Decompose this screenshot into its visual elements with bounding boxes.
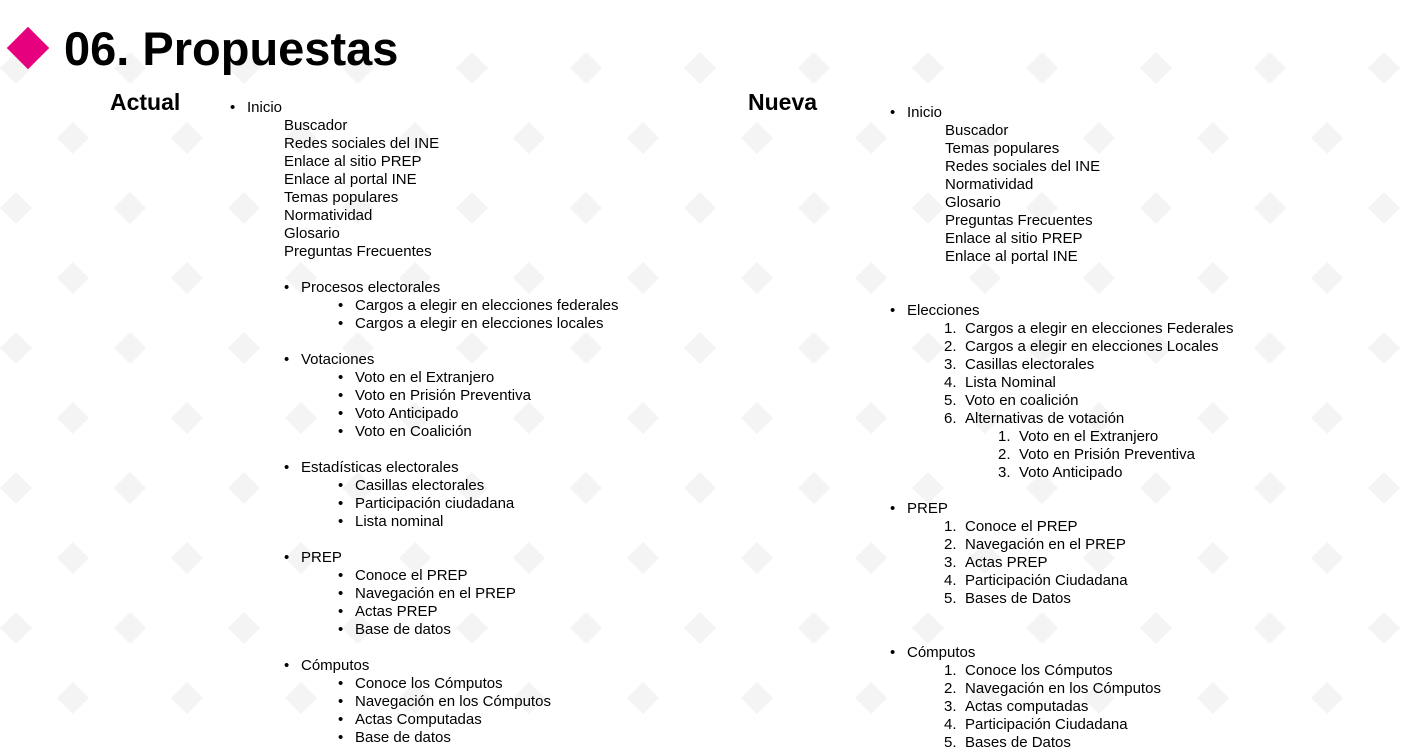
actual-inicio-item: Temas populares <box>284 189 399 206</box>
actual-section-item: • Participación ciudadana <box>355 495 514 513</box>
nueva-prep-item: 1. Conoce el PREP <box>944 518 1078 535</box>
nueva-inicio-item: Normatividad <box>945 176 1034 193</box>
list-number: 3. <box>944 356 957 373</box>
actual-section-label: • Procesos electorales <box>301 279 440 297</box>
nueva-computos-item: 3. Actas computadas <box>944 698 1089 715</box>
list-number: 4. <box>944 374 957 391</box>
nueva-elecciones-item: 4. Lista Nominal <box>944 374 1056 391</box>
nueva-column-label: Nueva <box>748 89 818 115</box>
actual-section-item: • Voto en Coalición <box>355 423 472 441</box>
actual-inicio-item: Preguntas Frecuentes <box>284 243 432 260</box>
list-number: 4. <box>944 572 957 589</box>
nueva-elecciones-subitem: 1. Voto en el Extranjero <box>998 428 1159 445</box>
actual-section-item: • Actas Computadas <box>355 711 482 729</box>
nueva-prep: • PREP <box>907 500 948 518</box>
actual-section-item: • Casillas electorales <box>355 477 484 495</box>
actual-section-item: • Voto en el Extranjero <box>355 369 494 387</box>
list-number: 1. <box>998 428 1011 445</box>
list-number: 5. <box>944 392 957 409</box>
actual-section-item: • Cargos a elegir en elecciones federales <box>355 297 619 315</box>
actual-section-label: • Estadísticas electorales <box>301 459 459 477</box>
list-number: 1. <box>944 320 957 337</box>
actual-section-item: • Conoce el PREP <box>355 567 468 585</box>
actual-inicio-item: Buscador <box>284 117 348 134</box>
nueva-inicio-item: Redes sociales del INE <box>945 158 1101 175</box>
actual-section-label: • Cómputos <box>301 657 369 675</box>
nueva-elecciones-subitem: 2. Voto en Prisión Preventiva <box>998 446 1195 463</box>
nueva-elecciones-item: 3. Casillas electorales <box>944 356 1095 373</box>
nueva-inicio-item: Preguntas Frecuentes <box>945 212 1093 229</box>
list-number: 5. <box>944 734 957 751</box>
actual-inicio: • Inicio <box>247 99 282 117</box>
actual-section-item: • Base de datos <box>355 621 451 639</box>
actual-section-item: • Lista nominal <box>355 513 443 531</box>
nueva-inicio-item: Buscador <box>945 122 1009 139</box>
actual-section-item: • Navegación en los Cómputos <box>355 693 551 711</box>
nueva-computos-item: 5. Bases de Datos <box>944 734 1071 751</box>
list-number: 1. <box>944 662 957 679</box>
list-number: 6. <box>944 410 957 427</box>
nueva-elecciones-subitem: 3. Voto Anticipado <box>998 464 1123 481</box>
list-number: 3. <box>944 698 957 715</box>
actual-inicio-item: Enlace al portal INE <box>284 171 417 188</box>
nueva-inicio-item: Enlace al sitio PREP <box>945 230 1083 247</box>
nueva-inicio: • Inicio <box>907 104 942 122</box>
actual-inicio-item: Enlace al sitio PREP <box>284 153 422 170</box>
nueva-prep-item: 5. Bases de Datos <box>944 590 1071 607</box>
list-number: 2. <box>998 446 1011 463</box>
list-number: 5. <box>944 590 957 607</box>
nueva-computos-item: 2. Navegación en los Cómputos <box>944 680 1161 697</box>
actual-section-item: • Actas PREP <box>355 603 438 621</box>
list-number: 3. <box>998 464 1011 481</box>
nueva-prep-item: 4. Participación Ciudadana <box>944 572 1128 589</box>
actual-inicio-item: Redes sociales del INE <box>284 135 440 152</box>
slide-title: 06. Propuestas <box>64 22 399 75</box>
actual-inicio-item: Glosario <box>284 225 340 242</box>
nueva-computos: • Cómputos <box>907 644 975 662</box>
nueva-elecciones-item: 6. Alternativas de votación <box>944 410 1125 427</box>
list-number: 4. <box>944 716 957 733</box>
actual-section-item: • Conoce los Cómputos <box>355 675 503 693</box>
pink-diamond-icon <box>7 27 49 69</box>
nueva-elecciones-item: 1. Cargos a elegir en elecciones Federales <box>944 320 1234 337</box>
nueva-inicio-item: Enlace al portal INE <box>945 248 1078 265</box>
list-number: 2. <box>944 680 957 697</box>
actual-column-label: Actual <box>110 89 181 115</box>
list-number: 2. <box>944 338 957 355</box>
list-number: 2. <box>944 536 957 553</box>
nueva-elecciones-item: 2. Cargos a elegir en elecciones Locales <box>944 338 1219 355</box>
actual-section-item: • Voto Anticipado <box>355 405 458 423</box>
nueva-inicio-item: Glosario <box>945 194 1001 211</box>
nueva-prep-item: 3. Actas PREP <box>944 554 1048 571</box>
list-number: 1. <box>944 518 957 535</box>
nueva-elecciones: • Elecciones <box>907 302 980 320</box>
nueva-prep-item: 2. Navegación en el PREP <box>944 536 1126 553</box>
actual-section-label: • PREP <box>301 549 342 567</box>
nueva-inicio-item: Temas populares <box>945 140 1060 157</box>
actual-section-item: • Base de datos <box>355 729 451 747</box>
actual-section-item: • Navegación en el PREP <box>355 585 516 603</box>
actual-section-label: • Votaciones <box>301 351 374 369</box>
actual-section-item: • Cargos a elegir en elecciones locales <box>355 315 603 333</box>
nueva-computos-item: 4. Participación Ciudadana <box>944 716 1128 733</box>
actual-inicio-item: Normatividad <box>284 207 373 224</box>
list-number: 3. <box>944 554 957 571</box>
nueva-computos-item: 1. Conoce los Cómputos <box>944 662 1113 679</box>
nueva-elecciones-item: 5. Voto en coalición <box>944 392 1079 409</box>
actual-section-item: • Voto en Prisión Preventiva <box>355 387 531 405</box>
